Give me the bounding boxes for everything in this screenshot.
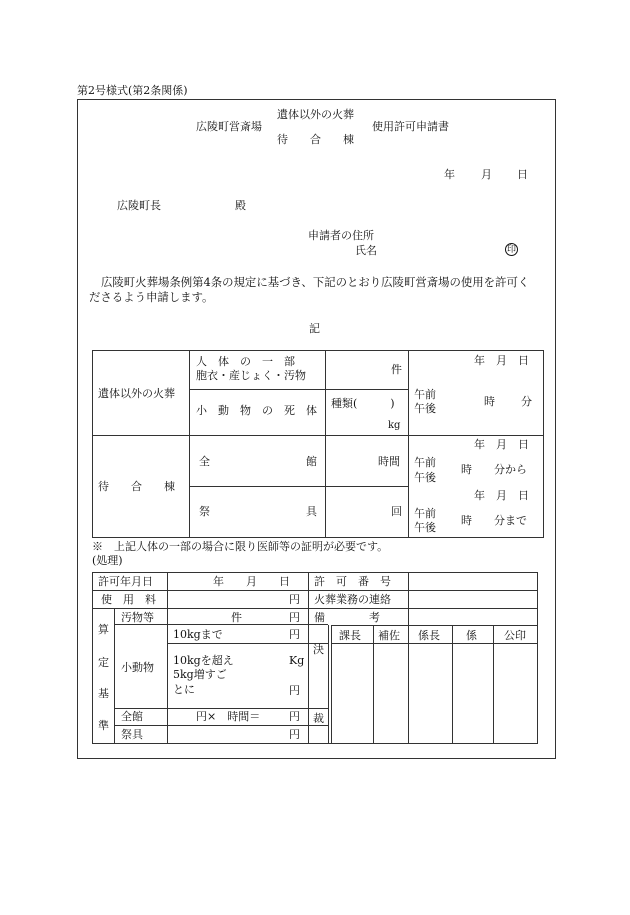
under10-label: 10kgまで (173, 628, 223, 641)
gozen-1: 午前 (414, 388, 436, 401)
gozen-2: 午前 (414, 456, 436, 469)
fee-yen: 円 (289, 593, 300, 606)
permit-date-value: 年 月 日 (213, 575, 290, 588)
small-animal-label: 小 動 物 の 死 体 (196, 404, 317, 417)
addressee-honorific: 殿 (235, 199, 246, 212)
processing-label: (処理) (92, 554, 123, 567)
applicant-address-label: 申請者の住所 (308, 229, 374, 242)
fee-label: 使 用 料 (101, 593, 156, 606)
kai-label: 回 (391, 505, 402, 518)
waste-label: 汚物等 (121, 611, 154, 624)
gogo-1: 午後 (414, 402, 436, 415)
permit-date-label: 許可年月日 (98, 575, 153, 588)
permit-no-label: 許 可 番 号 (314, 575, 391, 588)
small-animal-label: 小動物 (121, 661, 154, 674)
body-text-line2: ださるよう申請します。 (89, 290, 214, 304)
addressee-name: 広陵町長 (117, 199, 161, 212)
saigu-yen: 円 (289, 728, 300, 741)
over10-yen: 円 (289, 684, 300, 697)
jikan-label: 時間 (378, 455, 400, 468)
kessai-bottom: 裁 (313, 712, 324, 725)
title-right: 使用許可申請書 (372, 120, 449, 133)
approval-hosa: 補佐 (378, 629, 400, 642)
note-text: ※ 上記人体の一部の場合に限り医師等の証明が必要です。 (92, 540, 389, 553)
date-day: 日 (517, 168, 528, 181)
date-year: 年 (444, 168, 455, 181)
gogo-2: 午後 (414, 471, 436, 484)
approval-kakaricho: 係長 (418, 629, 440, 642)
from-time: 時 分から (461, 463, 527, 476)
zenkan-label: 全館 (121, 710, 143, 723)
approval-kacho: 課長 (339, 629, 361, 642)
over10-line2: 5kg増すご (173, 668, 227, 681)
kessai-top: 決 (313, 643, 324, 656)
date-month: 月 (481, 168, 492, 181)
remarks-label: 備 考 (314, 611, 380, 624)
over10-kg: Kg (289, 654, 305, 667)
saigu-label: 祭具 (121, 728, 143, 741)
title-left: 広陵町営斎場 (196, 120, 262, 133)
zenkan-left: 全 (199, 455, 210, 468)
cremation-label: 遺体以外の火葬 (98, 387, 175, 400)
type-label: 種類( ) (331, 397, 395, 410)
human-part-line2: 胞衣・産じょく・汚物 (196, 369, 306, 382)
ji-1: 時 (484, 395, 495, 408)
seal-mark: 印 (506, 245, 516, 255)
zenkan-formula: 円× 時間＝ (196, 710, 261, 723)
title-line2: 待 合 棟 (277, 133, 354, 146)
body-text-line1: 広陵町火葬場条例第4条の規定に基づき、下記のとおり広陵町営斎場の使用を許可く (101, 275, 530, 289)
saigu-right: 具 (306, 505, 317, 518)
waiting-label: 待 合 棟 (98, 480, 175, 493)
until-time: 時 分まで (461, 514, 527, 527)
over10-line1: 10kgを超え (173, 654, 234, 667)
fun-1: 分 (521, 395, 532, 408)
contact-label: 火葬業務の連絡 (314, 593, 391, 606)
approval-kakari: 係 (466, 629, 477, 642)
form-frame (77, 99, 556, 759)
waste-ken: 件 (231, 611, 242, 624)
title-line1: 遺体以外の火葬 (277, 108, 354, 121)
calc-char-1: 算 (98, 623, 109, 636)
zenkan-yen: 円 (289, 710, 300, 723)
kg-label: kg (388, 420, 401, 431)
date-row1: 年 月 日 (474, 354, 529, 367)
calc-char-4: 準 (98, 719, 109, 732)
human-part-line1: 人 体 の 一 部 (196, 355, 295, 368)
under10-yen: 円 (289, 628, 300, 641)
date-row2: 年 月 日 (474, 438, 529, 451)
gozen-3: 午前 (414, 507, 436, 520)
form-number: 第2号様式(第2条関係) (77, 84, 188, 97)
zenkan-right: 館 (306, 455, 317, 468)
gogo-3: 午後 (414, 521, 436, 534)
applicant-name-label: 氏名 (355, 244, 377, 257)
date-row3: 年 月 日 (474, 489, 529, 502)
calc-char-3: 基 (98, 687, 109, 700)
ki-label: 記 (309, 322, 320, 335)
over10-line3: とに (173, 683, 195, 696)
approval-koin: 公印 (504, 629, 526, 642)
saigu-left: 祭 (199, 505, 210, 518)
calc-char-2: 定 (98, 656, 109, 669)
ken-label: 件 (391, 363, 402, 376)
waste-yen: 円 (289, 611, 300, 624)
